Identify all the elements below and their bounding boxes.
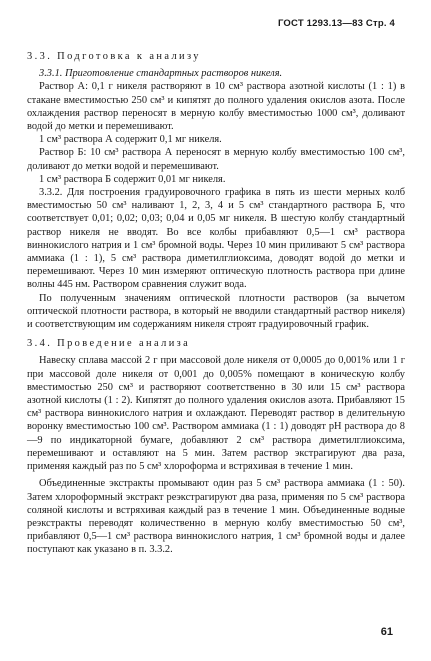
paragraph-solution-b-content: 1 см³ раствора Б содержит 0,01 мг никеля.: [39, 173, 226, 185]
body-text: [27, 44, 405, 557]
paragraph-solution-a-content: 1 см³ раствора А содержит 0,1 мг никеля.: [39, 134, 222, 146]
running-header: ГОСТ 1293.13—83 Стр. 4: [277, 18, 395, 29]
section-heading-3-4: 3.4. Проведение анализа: [27, 338, 191, 350]
paragraph-solution-b: Раствор Б: 10 см³ раствора А переносят в мерную колбу вместимостью 100 см³, доливают до метки водой и перемешивают.: [27, 147, 405, 172]
paragraph-extraction: Объединенные экстракты промывают один раз 5 см³ раствора аммиака (1 : 50). Затем хлороформный экстракт реэкстрагируют два раза, применяя по 5 см³ раствора соляной кислоты и встряхивая каждый раз в течение 1 мин. Объединенные водные реэкстракты переводят количественно в мерную колбу вместимостью 50 см³, прибавляют 0,5—1 см³ раствора виннокислого натрия, 1 см³ бромной воды и далее поступают как указано в п. 3.3.2.: [27, 478, 405, 556]
page-number: 61: [380, 626, 393, 638]
section-heading-3-3: 3.3. Подготовка к анализу: [27, 51, 201, 62]
subsection-title-3-3-1: 3.3.1. Приготовление стандартных растворов никеля.: [39, 68, 283, 80]
paragraph-calibration-graph: По полученным значениям оптической плотности растворов (за вычетом оптической плотности раствора, в который не вводили стандартный раствор никеля) и соответствующим им содержаниям никеля строят градуировочный график.: [27, 292, 405, 331]
paragraph-calibration: 3.3.2. Для построения градуировочного графика в пять из шести мерных колб вместимостью 50 см³ наливают 1, 2, 3, 4 и 5 см³ стандартного раствора Б, что соответствует 0,01; 0,02; 0,03; 0,04 и 0,05 мг никеля. В шестую колбу стандартный раствор никеля не вводят. Во все колбы прибавляют 0,5—1 см³ раствора виннокислого натрия и 1 см³ бромной воды. Через 10 мин приливают 5 см³ раствора аммиака (1 : 1), 5 см³ раствора диметилглиоксима, доводят водой до метки и перемешивают. Через 10 мин измеряют оптическую плотность раствора при длине волны 445 нм. Раствором сравнения служит вода.: [27, 187, 405, 291]
paragraph-solution-a: Раствор А: 0,1 г никеля растворяют в 10 см³ раствора азотной кислоты (1 : 1) в стакане вместимостью 250 см³ и кипятят до полного удаления окислов азота. После охлаждения раствор переносят в мерную колбу вместимостью 1000 см³, доливают водой до метки и перемешивают.: [27, 81, 405, 133]
paragraph-analysis-procedure: Навеску сплава массой 2 г при массовой доле никеля от 0,0005 до 0,001% или 1 г при массовой доле никеля от 0,001 до 0,005% помещают в коническую колбу вместимостью 250 см³ и растворяют соответственно в 30 или 15 см³ раствора азотной кислоты (1 : 2). Кипятят до полного удаления окислов азота. Прибавляют 15 см³ раствора виннокислого натрия и охлаждают. Переводят раствор в делительную воронку вместимостью 100 см³. Раствором аммиака (1 : 1) доводят pH раствора до 8—9 по индикаторной бумаге, добавляют 2 см³ раствора диметилглиоксима, перемешивают и оставляют на 5 мин. Затем раствор экстрагируют два раза, применяя каждый раз по 5 см³ хлороформа и встряхивая в течение 1 мин.: [27, 355, 405, 473]
